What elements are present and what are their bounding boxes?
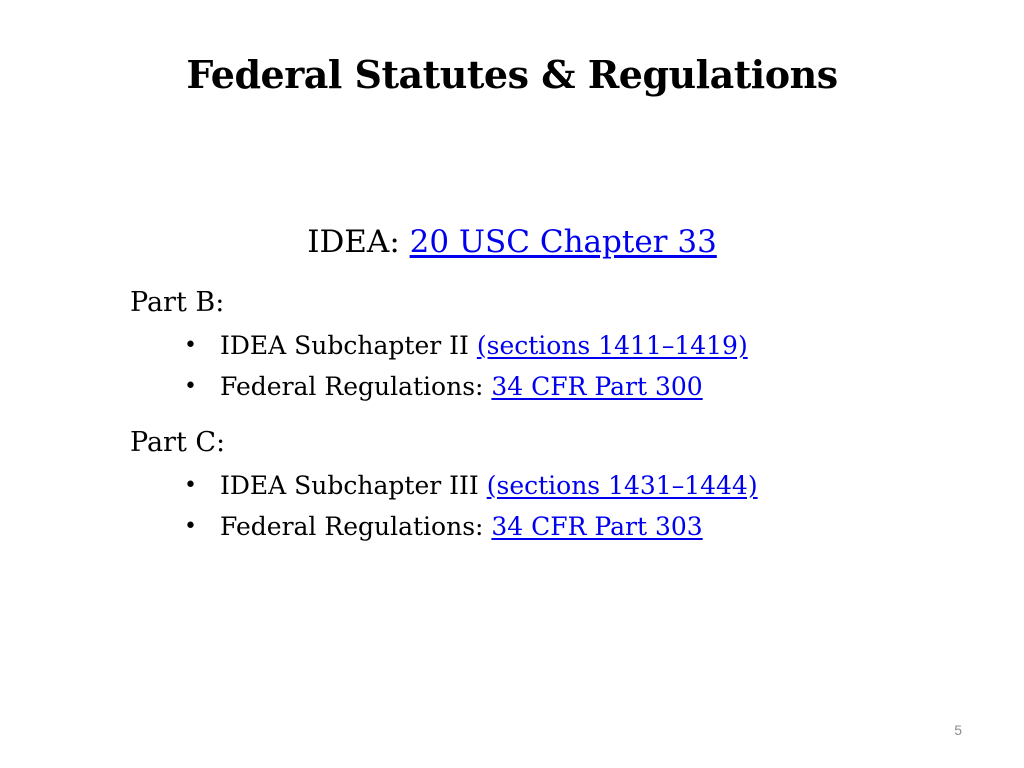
cfr-part-303-link[interactable]: 34 CFR Part 303 — [491, 512, 703, 541]
part-c-heading: Part C: — [130, 427, 226, 458]
list-item — [0, 506, 1024, 547]
slide-title: Federal Statutes & Regulations — [186, 52, 838, 97]
list-item — [0, 465, 1024, 506]
part-b-list — [0, 325, 1024, 407]
list-item — [0, 325, 1024, 366]
list-item — [0, 366, 1024, 407]
page-number: 5 — [954, 722, 962, 738]
bullet-icon: • — [184, 333, 197, 358]
bullet-text: IDEA Subchapter II — [220, 331, 477, 360]
bullet-icon: • — [184, 514, 197, 539]
idea-label: IDEA: — [307, 224, 410, 260]
bullet-text: IDEA Subchapter III — [220, 471, 487, 500]
part-b-heading: Part B: — [130, 287, 225, 318]
sections-1431-1444-link[interactable]: (sections 1431–1444) — [486, 471, 758, 500]
bullet-icon: • — [184, 374, 197, 399]
sections-1411-1419-link[interactable]: (sections 1411–1419) — [476, 331, 748, 360]
bullet-icon: • — [184, 473, 197, 498]
part-c-list — [0, 465, 1024, 547]
bullet-text: Federal Regulations: — [220, 372, 492, 401]
idea-line — [0, 220, 1024, 264]
cfr-part-300-link[interactable]: 34 CFR Part 300 — [491, 372, 703, 401]
usc-chapter-33-link[interactable]: 20 USC Chapter 33 — [409, 224, 717, 260]
bullet-text: Federal Regulations: — [220, 512, 492, 541]
